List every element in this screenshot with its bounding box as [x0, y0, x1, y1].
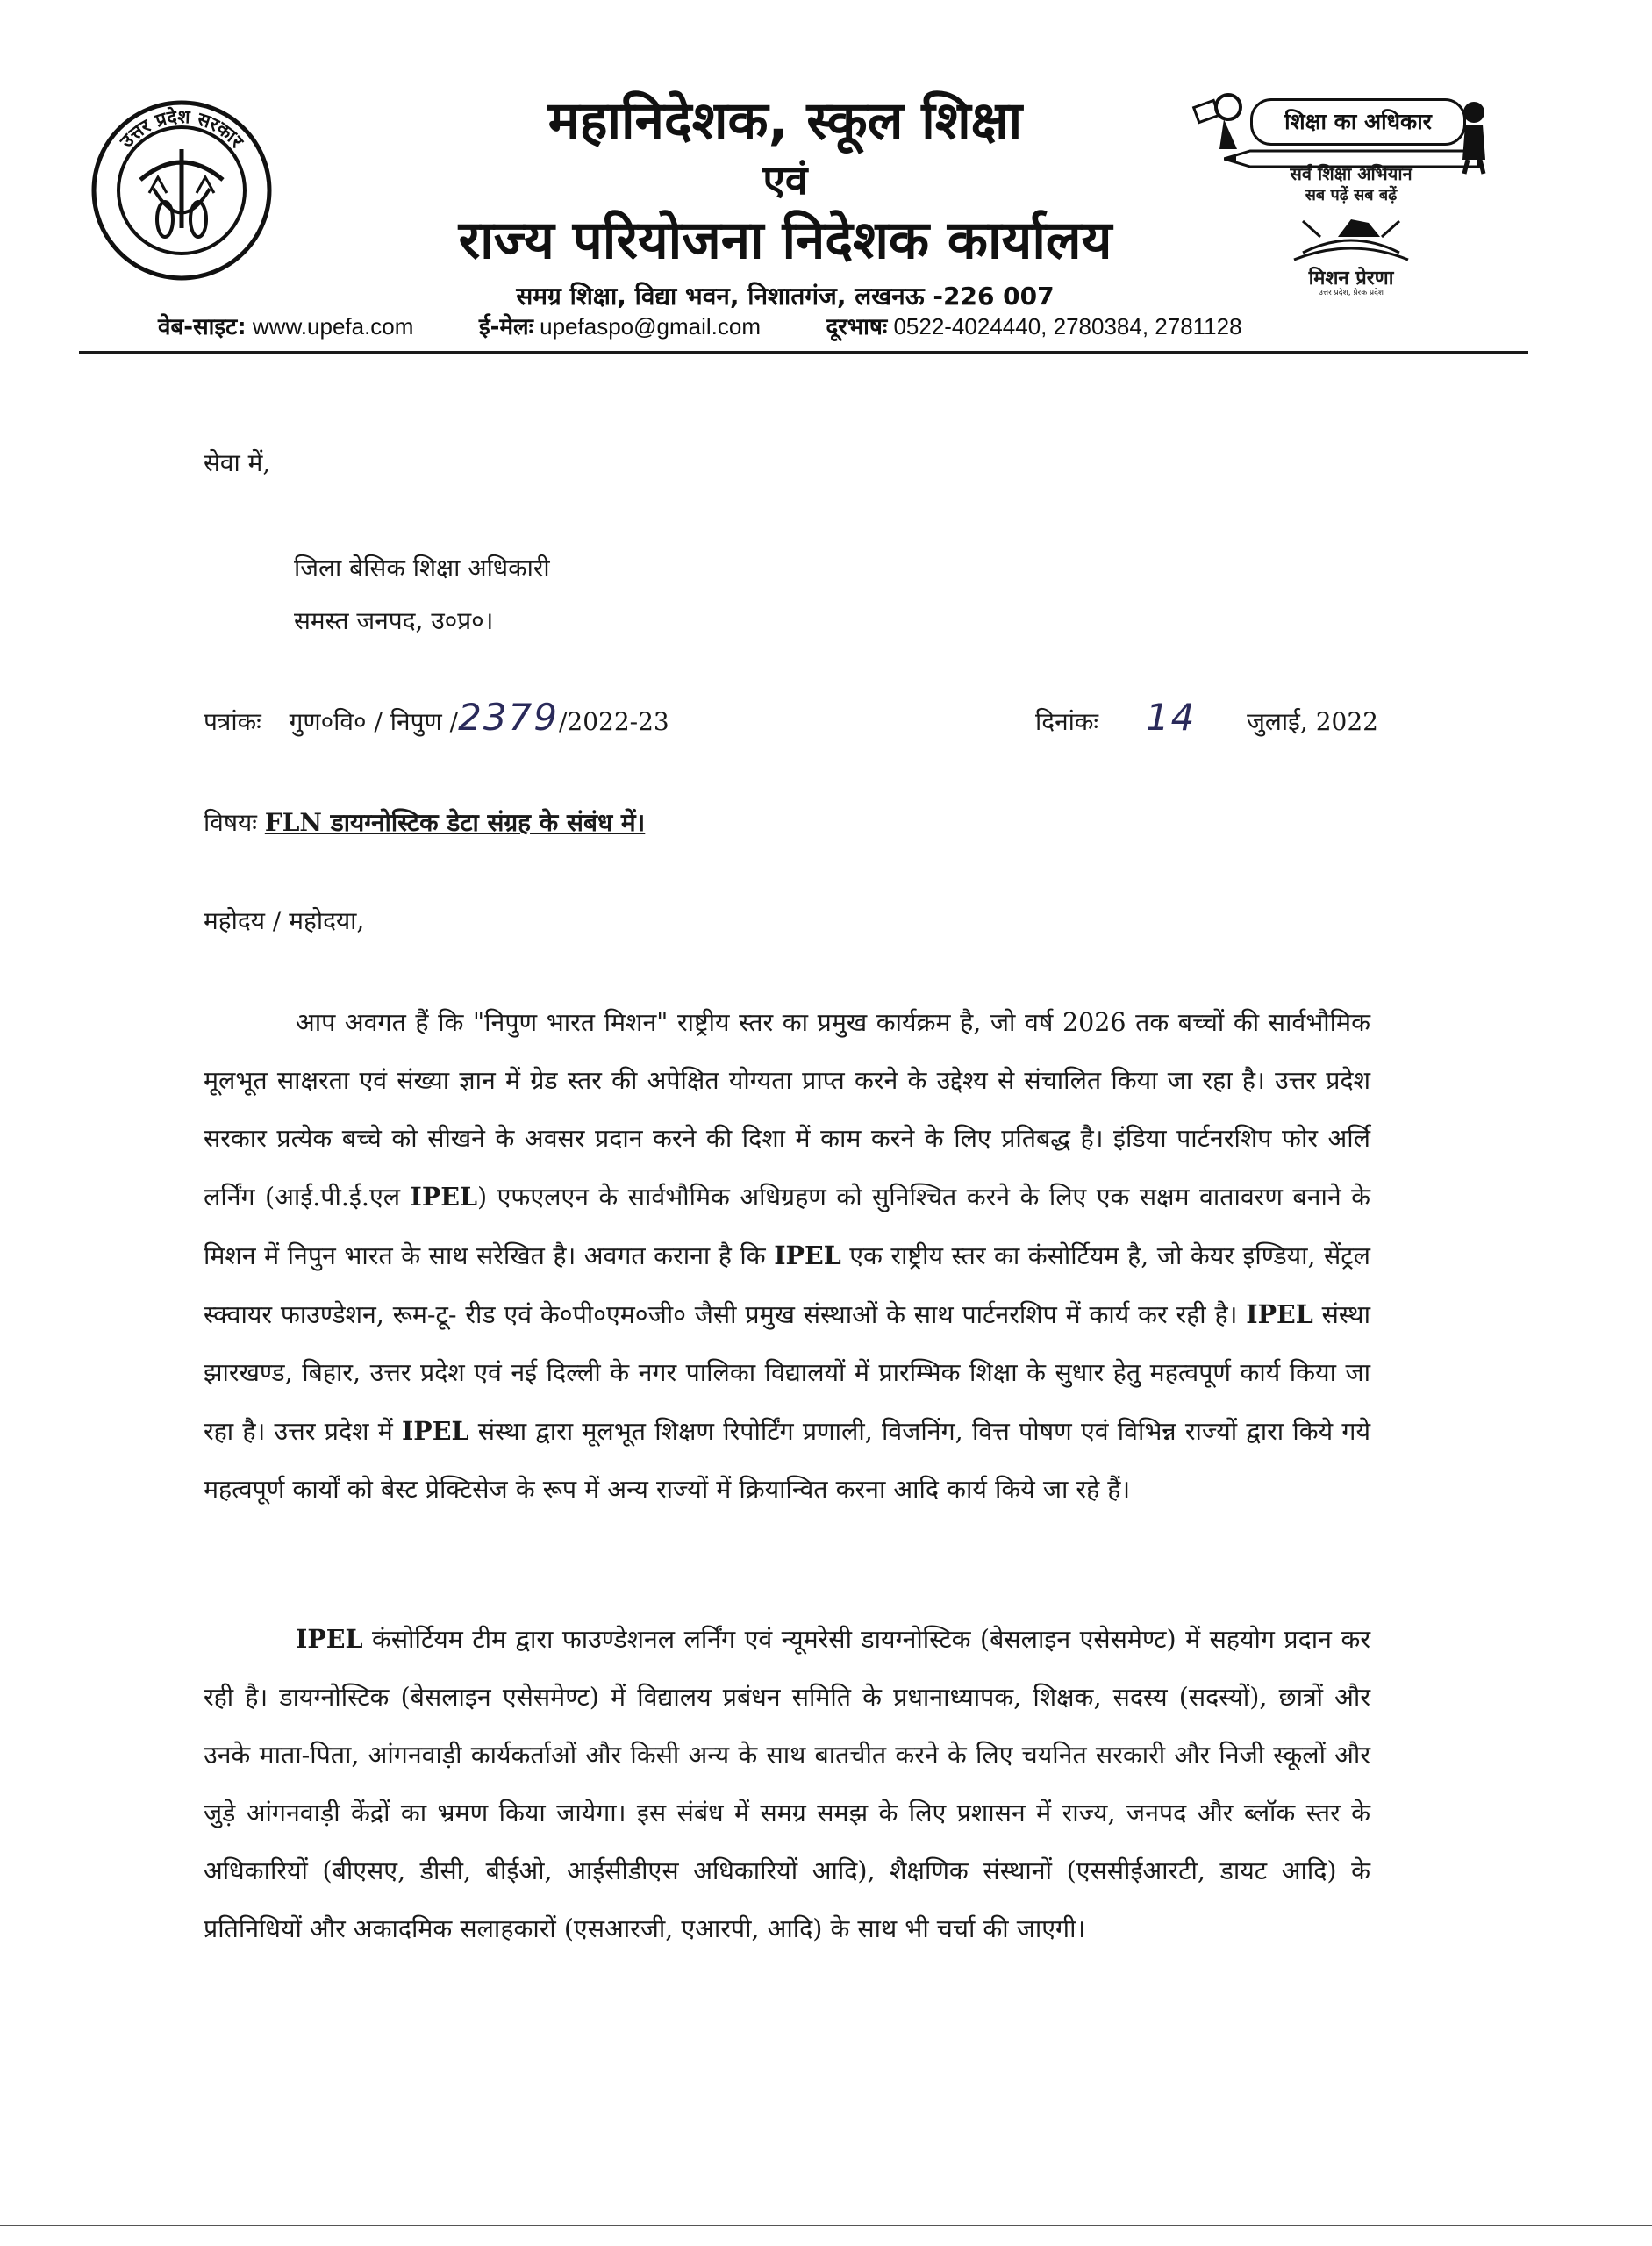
up-government-seal-icon [88, 97, 276, 285]
office-title-line3: राज्य परियोजना निदेशक कार्यालय [458, 210, 1112, 271]
para2-ipel: IPEL [296, 1624, 363, 1654]
phone-numbers: 0522-4024440, 2780384, 2781128 [893, 313, 1242, 340]
body-paragraph-1 [204, 994, 1370, 1519]
addressee-line1: जिला बेसिक शिक्षा अधिकारी [294, 554, 550, 583]
rte-badge: शिक्षा का अधिकार [1250, 98, 1466, 146]
greeting: महोदय / महोदया, [204, 906, 365, 935]
contact-line [158, 311, 1474, 342]
letterhead-divider [79, 351, 1528, 354]
ssa-tagline: सब पढ़ें सब बढ़ें [1305, 186, 1398, 204]
para1-text-4: संस्था झारखण्ड, बिहार, उत्तर प्रदेश एवं नई दिल्ली के नगर पालिका विद्यालयों में प्रारम्भिक शिक्षा के सुधार हेतु महत्वपूर्ण कार्य किया जा रहा है। उत्तर प्रदेश में [204, 1300, 1370, 1446]
up-map-book-icon [1285, 211, 1417, 263]
date-label: दिनांकः [1035, 707, 1099, 736]
para1-text-2: ) एफएलएन के सार्वभौमिक अधिग्रहण को सुनिश्चित करने के लिए एक सक्षम वातावरण बनाने के मिशन में निपुन भारत के साथ सरेखित है। अवगत कराना है कि [204, 1183, 1370, 1270]
reference-handwritten-number: 2379 [458, 696, 559, 739]
addressee-line2: समस्त जनपद, उ०प्र०। [294, 606, 494, 635]
reference-number [204, 696, 669, 739]
website-label: वेब-साइट: [158, 314, 247, 340]
reference-label: पत्रांकः [204, 707, 261, 736]
office-address: समग्र शिक्षा, विद्या भवन, निशातगंज, लखनऊ -226 007 [516, 282, 1055, 311]
date-handwritten-day: 14 [1145, 696, 1197, 739]
phone-label: दूरभाषः [826, 314, 888, 340]
para1-ipel-3: IPEL [1246, 1299, 1313, 1329]
letterhead-title-block [377, 88, 1193, 316]
para1-ipel-1: IPEL [410, 1182, 478, 1212]
subject-text: FLN डायग्नोस्टिक डेटा संग्रह के संबंध में। [264, 808, 646, 837]
body-paragraph-2 [204, 1610, 1370, 1958]
email-label: ई-मेलः [478, 314, 533, 340]
para1-ipel-2: IPEL [774, 1241, 841, 1270]
reference-suffix: /2022-23 [558, 707, 669, 736]
mission-prerna-label: मिशन प्रेरणा [1308, 268, 1394, 290]
para1-text-3: एक राष्ट्रीय स्तर का कंसोर्टियम है, जो केयर इण्डिया, सेंट्रल स्क्वायर फाउण्डेशन, रूम-टू- रीड एवं के०पी०एम०जी० जैसी प्रमुख संस्थाओं के साथ पार्टनरशिप में कार्य कर रही है। [204, 1241, 1370, 1329]
office-title-line1: महानिदेशक, स्कूल शिक्षा [547, 90, 1023, 152]
letter-date [1035, 696, 1378, 739]
svg-text:उत्तर प्रदेश सरकार: उत्तर प्रदेश सरकार [116, 105, 248, 152]
salutation-to: सेवा में, [204, 448, 271, 477]
rte-ssa-logo [1189, 88, 1500, 298]
para1-text-5: संस्था द्वारा मूलभूत शिक्षण रिपोर्टिंग प्रणाली, विजनिंग, वित्त पोषण एवं विभिन्न राज्यों द्वारा किये गये महत्वपूर्ण कार्यों को बेस्ट प्रेक्टिसेज के रूप में अन्य राज्यों में क्रियान्वित करना आदि कार्य किये जा रहे हैं। [204, 1417, 1370, 1504]
subject-line [204, 807, 645, 839]
para1-text-1: आप अवगत हैं कि "निपुण भारत मिशन" राष्ट्रीय स्तर का प्रमुख कार्यक्रम है, जो वर्ष 2026 तक बच्चों की सार्वभौमिक मूलभूत साक्षरता एवं संख्या ज्ञान में ग्रेड स्तर की अपेक्षित योग्यता प्राप्त करने के उद्देश्य से संचालित किया जा रहा है। उत्तर प्रदेश सरकार प्रत्येक बच्चे को सीखने के अवसर प्रदान करने की दिशा में काम करने के लिए प्रतिबद्ध है। इंडिया पार्टनरशिप फोर अर्लि लर्निंग (आई.पी.ई.एल [204, 1008, 1370, 1212]
ssa-name: सर्व शिक्षा अभियान [1290, 163, 1412, 184]
email-link[interactable]: upefaspo@gmail.com [540, 313, 761, 340]
website-link[interactable]: www.upefa.com [252, 313, 414, 340]
date-month-year: जुलाई, 2022 [1247, 707, 1378, 736]
para2-text: कंसोर्टियम टीम द्वारा फाउण्डेशनल लर्निंग एवं न्यूमरेसी डायग्नोस्टिक (बेसलाइन एसेसमेण्ट) में सहयोग प्रदान कर रही है। डायग्नोस्टिक (बेसलाइन एसेसमेण्ट) में विद्यालय प्रबंधन समिति के प्रधानाध्यापक, शिक्षक, सदस्य (सदस्यों), छात्रों और उनके माता-पिता, आंगनवाड़ी कार्यकर्ताओं और किसी अन्य के साथ बातचीत करने के लिए चयनित सरकारी और निजी स्कूलों और जुड़े आंगनवाड़ी केंद्रों का भ्रमण किया जायेगा। इस संबंध में समग्र समझ के लिए प्रशासन में राज्य, जनपद और ब्लॉक स्तर के अधिकारियों (बीएसए, डीसी, बीईओ, आईसीडीएस अधिकारियों आदि), शैक्षणिक संस्थानों (एससीईआरटी, डायट आदि) के प्रतिनिधियों और अकादमिक सलाहकारों (एसआरजी, एआरपी, आदि) के साथ भी चर्चा की जाएगी। [204, 1625, 1370, 1943]
page-bottom-edge [0, 2225, 1652, 2226]
subject-label: विषयः [204, 808, 257, 837]
para1-ipel-4: IPEL [401, 1416, 469, 1446]
reference-prefix: गुण०वि० / निपुण / [289, 707, 459, 736]
office-title-line2: एवं [762, 156, 808, 204]
mission-prerna-sub: उत्तर प्रदेश, प्रेरक प्रदेश [1318, 289, 1384, 297]
